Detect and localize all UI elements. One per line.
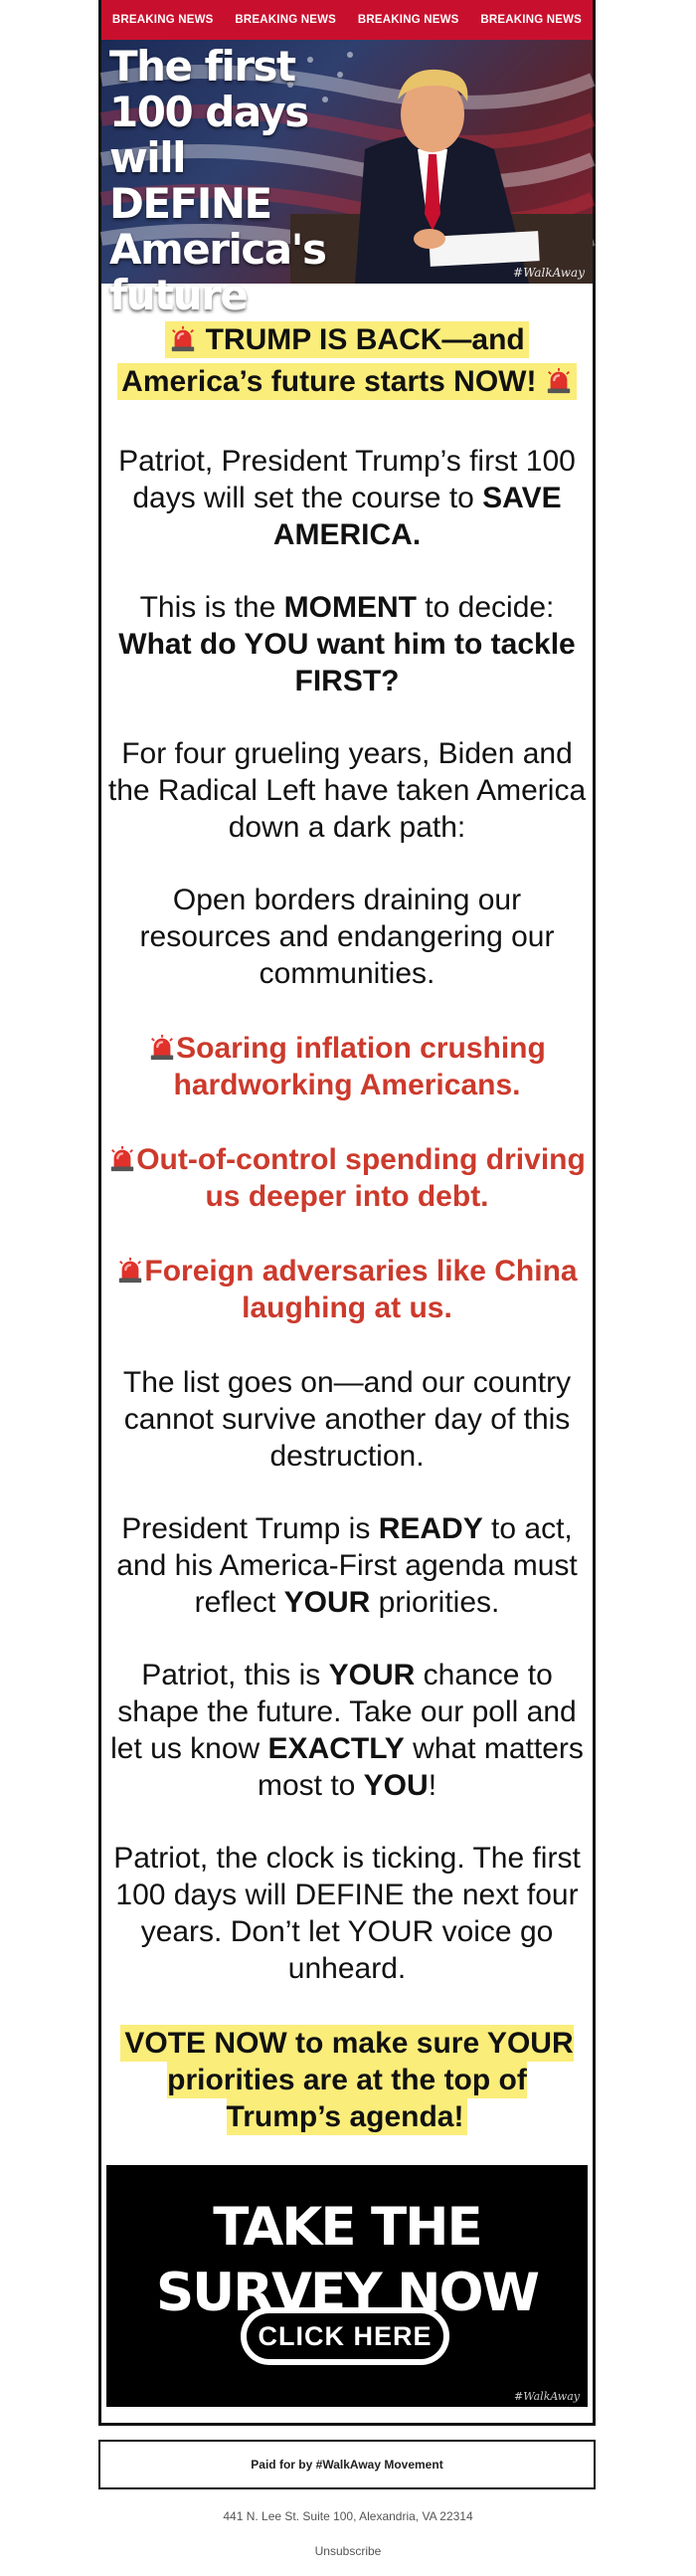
unsubscribe-link[interactable]: Unsubscribe	[314, 2544, 382, 2558]
emphasis-text: READY	[378, 1512, 483, 1545]
ticker-item: BREAKING NEWS	[111, 14, 214, 26]
paragraph-your-chance	[101, 1657, 593, 1804]
alert-item	[101, 1141, 593, 1215]
paragraph-text: President Trump is	[121, 1512, 379, 1545]
emphasis-text: YOUR	[283, 1586, 371, 1619]
paragraph-text: chance to shape the future. Take our poll and let us know	[110, 1659, 577, 1765]
mailing-address: 441 N. Lee St. Suite 100, Alexandria, VA 22314	[223, 2509, 473, 2523]
question-text: What do YOU want him to tackle FIRST?	[118, 628, 576, 697]
alert-text: Foreign adversaries like China laughing at us.	[144, 1255, 578, 1324]
banner-text-line-2: America’s future starts NOW!	[121, 365, 537, 398]
alert-item	[101, 1030, 593, 1103]
emphasis-text: MOMENT	[283, 591, 417, 624]
hero-watermark: #WalkAway	[513, 266, 585, 280]
siren-icon	[545, 367, 573, 395]
ticker-item: BREAKING NEWS	[235, 14, 337, 26]
paragraph-clock-ticking: Patriot, the clock is ticking. The first 100 days will DEFINE the next four years. Don’t let YOUR voice go unheard.	[113, 1842, 581, 1985]
paragraph-save-america	[101, 443, 593, 553]
click-here-button[interactable]: CLICK HERE	[241, 2307, 449, 2365]
email-body	[101, 321, 593, 2407]
alert-text: Soaring inflation crushing hardworking Americans.	[173, 1032, 546, 1101]
survey-cta-banner[interactable]	[106, 2165, 588, 2407]
email-container	[98, 0, 596, 2426]
emphasis-text: YOUR	[328, 1659, 416, 1691]
highlight-banner	[165, 321, 528, 358]
paragraph-text: priorities.	[370, 1586, 500, 1619]
alert-text: Out-of-control spending driving us deeper into debt.	[136, 1143, 586, 1213]
highlight-banner	[117, 363, 577, 400]
paragraph-list-goes-on: The list goes on—and our country cannot survive another day of this destruction.	[122, 1366, 572, 1473]
siren-icon	[148, 1034, 176, 1062]
vote-now-text: VOTE NOW to make sure YOUR priorities are at the top of Trump’s agenda!	[120, 2025, 573, 2135]
paragraph-text: to decide:	[416, 591, 555, 624]
hero-banner[interactable]	[101, 0, 593, 319]
paragraph-text: what matters most to	[257, 1732, 584, 1802]
paragraph-text: Patriot, this is	[141, 1659, 329, 1691]
paragraph-text: to act, and his America-First agenda must reflect	[116, 1512, 578, 1619]
paragraph-open-borders: Open borders draining our resources and endangering our communities.	[139, 884, 555, 990]
paragraph-dark-path: For four grueling years, Biden and the Radical Left have taken America down a dark path:	[107, 737, 587, 844]
vote-now-callout	[101, 2025, 593, 2135]
siren-icon	[116, 1257, 144, 1285]
paragraph-text: !	[428, 1769, 437, 1802]
siren-icon	[108, 1145, 136, 1173]
siren-icon	[169, 325, 197, 353]
ticker-item: BREAKING NEWS	[357, 14, 459, 26]
paragraph-moment	[101, 589, 593, 699]
cta-headline: TAKE THE SURVEY NOW	[156, 2197, 538, 2323]
paragraph-ready-to-act	[101, 1510, 593, 1621]
paid-for-disclaimer: Paid for by #WalkAway Movement	[98, 2440, 596, 2489]
alert-item	[101, 1253, 593, 1326]
ticker-item: BREAKING NEWS	[480, 14, 583, 26]
banner-text-line-1: TRUMP IS BACK—and	[205, 323, 525, 356]
paragraph-text: Patriot, President Trump’s first 100 days will set the course to	[118, 445, 576, 514]
headline-banner	[101, 321, 593, 405]
cta-watermark: #WalkAway	[514, 2390, 580, 2403]
emphasis-text: YOU	[363, 1769, 429, 1802]
survey-cta-section	[101, 2165, 593, 2407]
hero-title: The first 100 days will DEFINE America's future	[109, 42, 326, 319]
emphasis-text: EXACTLY	[267, 1732, 405, 1765]
emphasis-text: SAVE AMERICA.	[272, 482, 562, 551]
breaking-news-ticker	[101, 0, 593, 42]
paragraph-text: This is the	[139, 591, 284, 624]
